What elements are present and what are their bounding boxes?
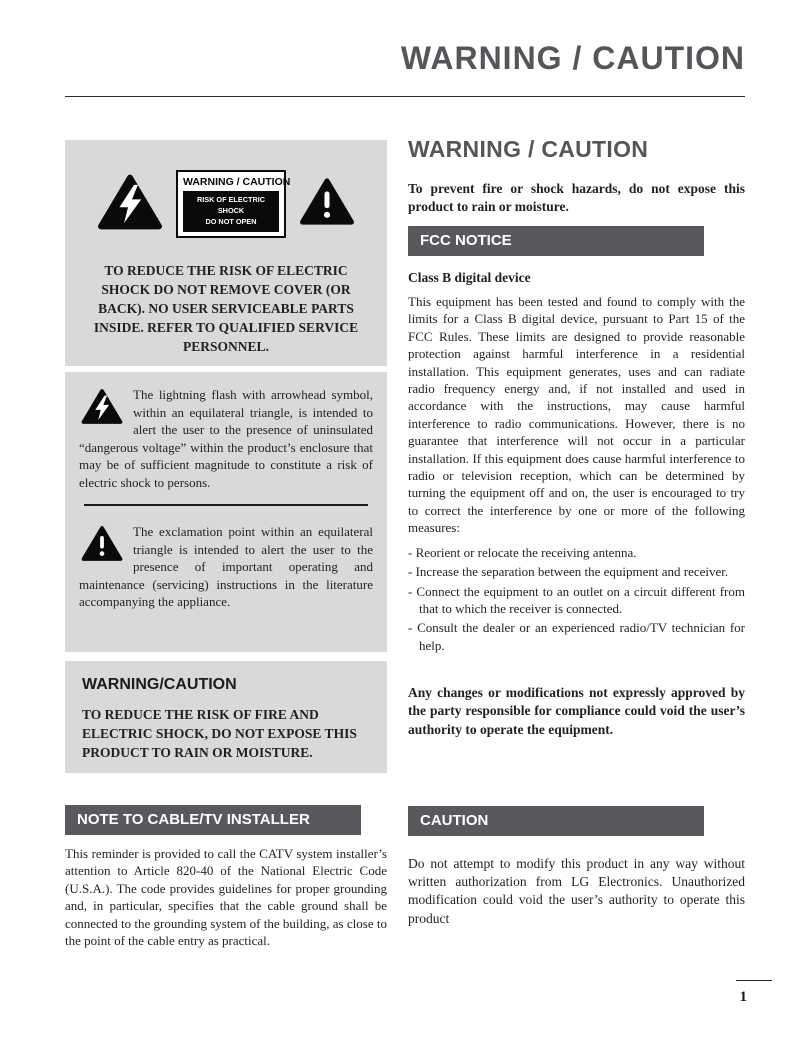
list-item: - Consult the dealer or an experienced radio/TV technician for help. — [408, 620, 745, 653]
exclamation-triangle-icon-small — [81, 525, 123, 567]
fcc-section-body — [408, 270, 745, 739]
high-voltage-triangle-icon-small — [81, 388, 123, 430]
installer-section-text: This reminder is provided to call the CATV system installer’s attention to Article 820-40 of the National Electric Code (U.S.A.). The code provides guidelines for proper grounding and, in particular, specifies that the cable ground shall be connected to the grounding system of the building, as close to the point of the cable entry as practical. — [65, 846, 387, 949]
page-title: WARNING / CAUTION — [400, 40, 745, 76]
fcc-section — [408, 226, 704, 256]
fcc-paragraph: This equipment has been tested and found to comply with the limits for a Class B digital device, pursuant to Part 15 of the FCC Rules. These limits are designed to provide reasonable protection against harmful interference in a residential installation. This equipment generates, uses and can radiate radio frequency energy and, if not installed and used in accordance with the instructions, may cause harmful interference to radio communications. However, there is no guarantee that interference will not occur in a particular installation. If this equipment does cause harmful interference to radio or television reception, which can be determined by turning the equipment off and on, the user is encouraged to try to correct the interference by one or more of the following measures: — [408, 294, 745, 536]
fcc-compliance-note: Any changes or modifications not expressly approved by the party responsible for compliance could void the user’s authority to operate the equipment. — [408, 685, 745, 737]
warning-caution-box — [65, 661, 387, 773]
high-voltage-triangle-icon — [97, 173, 163, 236]
warning-caution-intro: To prevent fire or shock hazards, do not expose this product to rain or moisture. — [408, 181, 745, 215]
installer-section — [65, 805, 361, 835]
fcc-measures-list — [408, 544, 745, 654]
fcc-subtitle: Class B digital device — [408, 270, 531, 285]
risk-line-2: DO NOT OPEN — [205, 216, 257, 226]
risk-line-1: RISK OF ELECTRIC SHOCK — [196, 195, 266, 216]
list-item: - Connect the equipment to an outlet on a circuit different from that to which the receiver is connected. — [408, 583, 745, 616]
symbol-explanation-box — [65, 372, 387, 652]
lightning-note-text: The lightning flash with arrowhead symbol, within an equilateral triangle, is intended to alert the user to the presence of uninsulated “dangerous voltage” within the product’s enclosure that may be of sufficient magnitude to constitute a risk of electric shock to persons. — [79, 387, 373, 490]
electric-shock-warning-box — [65, 140, 387, 366]
caution-section — [408, 806, 745, 928]
warning-caution-label-box — [176, 170, 291, 238]
exclamation-note-text: The exclamation point within an equilateral triangle is intended to alert the user to the presence of important operating and maintenance (servicing) instructions in the literature accompanying the appliance. — [79, 524, 373, 610]
exclamation-note — [79, 523, 373, 611]
installer-section-header: NOTE TO CABLE/TV INSTALLER — [65, 805, 361, 835]
page-number: 1 — [739, 989, 747, 1005]
warning-caution-text: TO REDUCE THE RISK OF FIRE AND ELECTRIC SHOCK, DO NOT EXPOSE THIS PRODUCT TO RAIN OR MOISTURE. — [82, 707, 357, 760]
title-divider — [65, 96, 745, 97]
warning-caution-section-heading: WARNING / CAUTION — [408, 136, 649, 162]
label-box-title: WARNING / CAUTION — [183, 176, 291, 189]
lightning-note — [79, 386, 373, 491]
fcc-section-header: FCC NOTICE — [408, 226, 704, 256]
footer-divider — [736, 980, 772, 981]
divider-line — [84, 504, 368, 506]
risk-of-shock-label — [183, 191, 279, 232]
list-item: - Increase the separation between the equipment and receiver. — [408, 564, 729, 580]
warning-icon-row — [75, 162, 377, 246]
caution-section-header: CAUTION — [408, 806, 704, 836]
caution-section-text: Do not attempt to modify this product in any way without written authorization from LG Electronics. Unauthorized modification could void the user’s authority to operate this product — [408, 856, 745, 926]
shock-warning-text: TO REDUCE THE RISK OF ELECTRIC SHOCK DO NOT REMOVE COVER (OR BACK). NO USER SERVICEABLE PARTS INSIDE. REFER TO QUALIFIED SERVICE PERSONNEL. — [93, 263, 359, 354]
exclamation-triangle-icon — [299, 177, 355, 231]
warning-caution-heading: WARNING/CAUTION — [82, 676, 237, 693]
list-item: - Reorient or relocate the receiving antenna. — [408, 544, 637, 560]
